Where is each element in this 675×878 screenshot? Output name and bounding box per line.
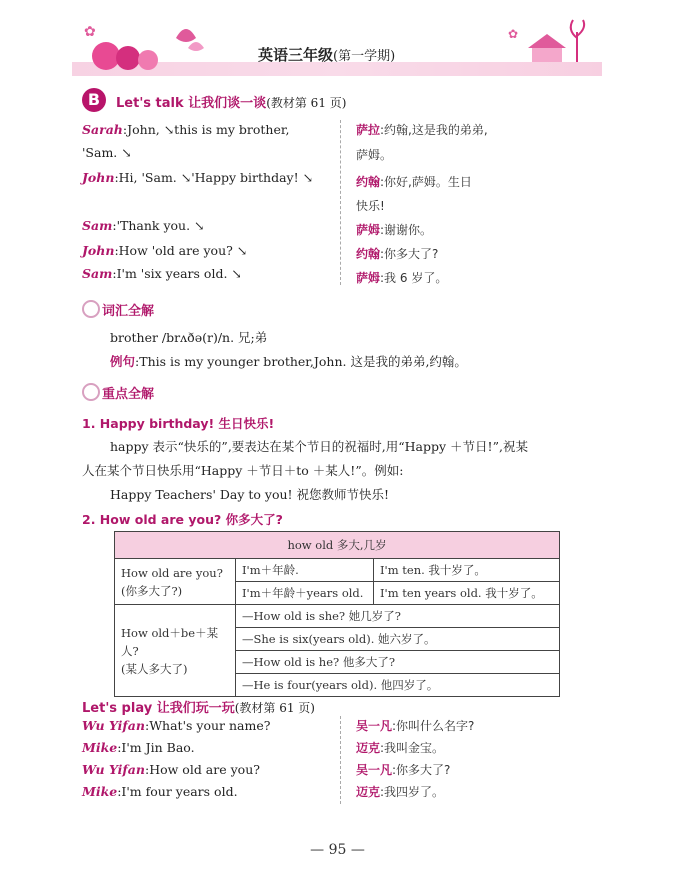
- header-title-main: 英语三年级: [258, 46, 334, 64]
- dialogue2-divider: [340, 716, 341, 804]
- table-example-line: —He is four(years old). 他四岁了。: [242, 678, 439, 692]
- dialogue1-line-4: [82, 243, 247, 259]
- table-example-line: —How old is he? 他多大了?: [236, 651, 559, 674]
- dialogue2-line-2: [82, 740, 195, 756]
- speaker-name: 约翰: [356, 175, 381, 189]
- dialogue1-line-5: [82, 266, 242, 282]
- speaker-name: Mike: [82, 740, 118, 755]
- dialogue-text: :你叫什么名字?: [392, 719, 475, 733]
- keypoints-heading-text: 重点全解: [102, 387, 155, 402]
- point1-example: Happy Teachers' Day to you! 祝您教师节快乐!: [110, 487, 390, 502]
- vocab-heading: [82, 300, 154, 319]
- row1-label-en: How old are you?: [121, 565, 223, 580]
- dialogue1-cn-line-5: [356, 270, 447, 286]
- dialogue-text: :I'm Jin Bao.: [117, 740, 195, 755]
- speaker-name: Wu Yifan: [82, 762, 145, 777]
- dialogue1-cn-line-1-cont: 萨姆。: [356, 148, 393, 162]
- table-cell: I'm ten. 我十岁了。: [374, 559, 560, 582]
- speaker-name: 吴一凡: [356, 719, 393, 733]
- dialogue1-divider: [340, 120, 341, 285]
- dialogue2-line-1: [82, 718, 270, 734]
- table-header: how old 多大,几岁: [115, 532, 560, 559]
- page-number: — 95 —: [310, 842, 365, 858]
- section-play-ref: (教材第 61 页): [234, 701, 315, 715]
- dialogue-text: :你多大了?: [380, 247, 439, 261]
- dialogue-text: :我叫金宝。: [380, 741, 445, 755]
- header-decoration-right-icon: [502, 18, 602, 76]
- table-example-line: —She is six(years old). 她六岁了。: [236, 628, 559, 651]
- dialogue1-cn-line-4: [356, 246, 438, 262]
- table-row2-examples: [236, 605, 560, 697]
- row1-label-cn: (你多大了?): [121, 583, 183, 598]
- point1-body-line1: happy 表示“快乐的”,要表达在某个节日的祝福时,用“Happy ＋节日!”,祝某: [110, 439, 528, 454]
- speaker-name: 萨姆: [356, 271, 381, 285]
- page-header: [72, 18, 602, 78]
- speaker-name: Mike: [82, 784, 118, 799]
- header-decoration-left-icon: [76, 18, 226, 76]
- header-title-sub: (第一学期): [333, 49, 396, 64]
- table-cell: I'm＋年龄＋years old.: [236, 582, 374, 605]
- dialogue-text: :I'm four years old.: [117, 784, 238, 799]
- dialogue2-cn-line-4: [356, 784, 444, 800]
- dialogue1-line-1-cont: 'Sam. ↘: [82, 145, 132, 160]
- dialogue2-cn-line-2: [356, 740, 444, 756]
- section-play-title: [82, 697, 315, 716]
- vocab-example: [110, 353, 467, 371]
- dialogue-text: :How 'old are you? ↘: [114, 243, 248, 258]
- table-row: [115, 559, 560, 582]
- speaker-name: John: [82, 170, 115, 185]
- dialogue-text: :What's your name?: [145, 718, 271, 733]
- header-title: [258, 44, 395, 65]
- dialogue1-cn-line-1: [356, 122, 488, 138]
- svg-text:✿: ✿: [84, 24, 96, 40]
- speaker-name: 迈克: [356, 785, 381, 799]
- example-text: :This is my younger brother,John. 这是我的弟弟,约翰。: [135, 354, 467, 369]
- svg-text:✿: ✿: [508, 27, 519, 41]
- table-row2-label: [115, 605, 236, 697]
- vocab-heading-text: 词汇全解: [102, 304, 155, 319]
- dialogue2-line-3: [82, 762, 260, 778]
- dialogue-text: :谢谢你。: [380, 223, 433, 237]
- row2-label-en: How old＋be＋某人?: [121, 625, 219, 658]
- section-b-title-text: Let's talk 让我们谈一谈: [116, 96, 267, 111]
- point1-title: 1. Happy birthday! 生日快乐!: [82, 416, 275, 431]
- table-example-line: —How old is she? 她几岁了?: [236, 605, 559, 628]
- dialogue2-line-4: [82, 784, 238, 800]
- speaker-name: 吴一凡: [356, 763, 393, 777]
- keypoints-heading: [82, 383, 154, 402]
- point2-title: 2. How old are you? 你多大了?: [82, 512, 283, 527]
- point1-body-line2: 人在某个节日快乐用“Happy ＋节日＋to ＋某人!”。例如:: [82, 463, 404, 478]
- magnifier-icon: [82, 383, 100, 401]
- dialogue-text: :我 6 岁了。: [380, 271, 448, 285]
- dialogue2-cn-line-1: [356, 718, 474, 734]
- dialogue1-cn-line-2-cont: 快乐!: [356, 199, 385, 213]
- how-old-table: [114, 531, 560, 697]
- table-header-row: [115, 532, 560, 559]
- speaker-name: 萨姆: [356, 223, 381, 237]
- table-cell: I'm＋年龄.: [236, 559, 374, 582]
- section-play-title-text: Let's play 让我们玩一玩: [82, 701, 235, 716]
- speaker-name: Wu Yifan: [82, 718, 145, 733]
- dialogue1-line-2: [82, 170, 313, 186]
- speaker-name: Sarah: [82, 122, 123, 137]
- speaker-name: 约翰: [356, 247, 381, 261]
- section-b-ref: (教材第 61 页): [266, 96, 347, 110]
- dialogue-text: :Hi, 'Sam. ↘'Happy birthday! ↘: [114, 170, 314, 185]
- table-row1-label: [115, 559, 236, 605]
- dialogue-text: :'Thank you. ↘: [112, 218, 205, 233]
- dialogue1-line-3: [82, 218, 205, 234]
- section-b-title: [116, 92, 346, 111]
- dialogue1-cn-line-3: [356, 222, 432, 238]
- magnifier-icon: [82, 300, 100, 318]
- section-b-badge: B: [82, 88, 106, 112]
- vocab-word: brother /brʌðə(r)/n. 兄;弟: [110, 330, 268, 345]
- dialogue-text: :I'm 'six years old. ↘: [112, 266, 242, 281]
- dialogue1-cn-line-2: [356, 174, 472, 190]
- speaker-name: John: [82, 243, 115, 258]
- dialogue-text: :我四岁了。: [380, 785, 445, 799]
- speaker-name: 迈克: [356, 741, 381, 755]
- dialogue-text: :约翰,这是我的弟弟,: [380, 123, 488, 137]
- dialogue1-line-1: [82, 122, 289, 138]
- dialogue-text: :John, ↘this is my brother,: [122, 122, 290, 137]
- speaker-name: 萨拉: [356, 123, 381, 137]
- table-row: [115, 605, 560, 697]
- speaker-name: Sam: [82, 218, 113, 233]
- dialogue2-cn-line-3: [356, 762, 450, 778]
- row2-label-cn: (某人多大了): [121, 661, 188, 676]
- example-label: 例句: [110, 354, 136, 369]
- table-cell: I'm ten years old. 我十岁了。: [374, 582, 560, 605]
- speaker-name: Sam: [82, 266, 113, 281]
- dialogue-text: :你好,萨姆。生日: [380, 175, 472, 189]
- dialogue-text: :How old are you?: [145, 762, 260, 777]
- dialogue-text: :你多大了?: [392, 763, 451, 777]
